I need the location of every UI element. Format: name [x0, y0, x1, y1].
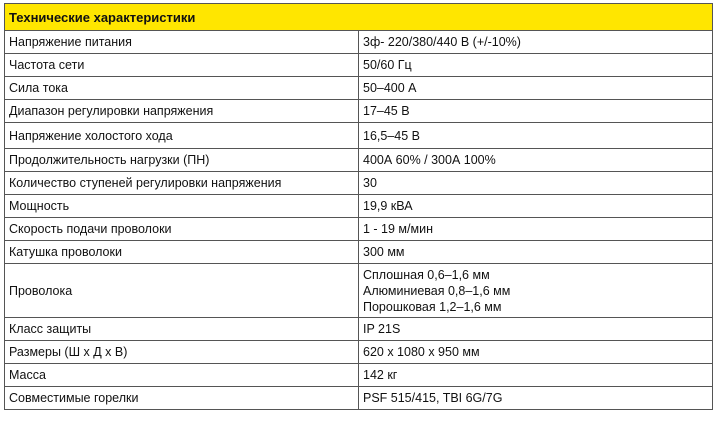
param-compatible-torches: Совместимые горелки	[5, 387, 359, 410]
param-voltage-steps: Количество ступеней регулировки напряжения	[5, 172, 359, 195]
table-row	[5, 123, 713, 149]
table-row	[5, 195, 713, 218]
param-wire-feed-speed: Скорость подачи проволоки	[5, 218, 359, 241]
value-duty-cycle: 400А 60% / 300А 100%	[359, 149, 713, 172]
value-wire-spool: 300 мм	[359, 241, 713, 264]
table-row	[5, 241, 713, 264]
value-voltage-range: 17–45 В	[359, 100, 713, 123]
table-row	[5, 387, 713, 410]
param-duty-cycle: Продолжительность нагрузки (ПН)	[5, 149, 359, 172]
table-row	[5, 149, 713, 172]
table-row	[5, 341, 713, 364]
value-wire-solid: Сплошная 0,6–1,6 мм	[363, 267, 490, 282]
table-title: Технические характеристики	[5, 4, 713, 31]
table-row	[5, 172, 713, 195]
value-open-circuit-voltage: 16,5–45 В	[359, 123, 713, 149]
param-wire: Проволока	[5, 264, 359, 318]
table-row	[5, 318, 713, 341]
table-row	[5, 364, 713, 387]
value-frequency: 50/60 Гц	[359, 54, 713, 77]
value-supply-voltage: 3ф- 220/380/440 В (+/-10%)	[359, 31, 713, 54]
param-current: Сила тока	[5, 77, 359, 100]
value-wire-aluminium: Алюминиевая 0,8–1,6 мм	[363, 283, 511, 298]
table-row	[5, 31, 713, 54]
param-open-circuit-voltage: Напряжение холостого хода	[5, 123, 359, 149]
table-row	[5, 264, 713, 318]
param-weight: Масса	[5, 364, 359, 387]
value-voltage-steps: 30	[359, 172, 713, 195]
table-header-row	[5, 4, 713, 31]
param-supply-voltage: Напряжение питания	[5, 31, 359, 54]
specs-table	[4, 3, 713, 410]
param-wire-spool: Катушка проволоки	[5, 241, 359, 264]
value-dimensions: 620 х 1080 х 950 мм	[359, 341, 713, 364]
table-row	[5, 100, 713, 123]
value-wire-flux-cored: Порошковая 1,2–1,6 мм	[363, 299, 502, 314]
value-wire-feed-speed: 1 - 19 м/мин	[359, 218, 713, 241]
table-row	[5, 218, 713, 241]
value-weight: 142 кг	[359, 364, 713, 387]
value-power: 19,9 кВА	[359, 195, 713, 218]
value-current: 50–400 А	[359, 77, 713, 100]
param-dimensions: Размеры (Ш х Д х В)	[5, 341, 359, 364]
value-wire	[359, 264, 713, 318]
value-protection-class: IP 21S	[359, 318, 713, 341]
table-row	[5, 54, 713, 77]
param-protection-class: Класс защиты	[5, 318, 359, 341]
table-row	[5, 77, 713, 100]
param-voltage-range: Диапазон регулировки напряжения	[5, 100, 359, 123]
param-power: Мощность	[5, 195, 359, 218]
param-frequency: Частота сети	[5, 54, 359, 77]
value-compatible-torches: PSF 515/415, TBI 6G/7G	[359, 387, 713, 410]
